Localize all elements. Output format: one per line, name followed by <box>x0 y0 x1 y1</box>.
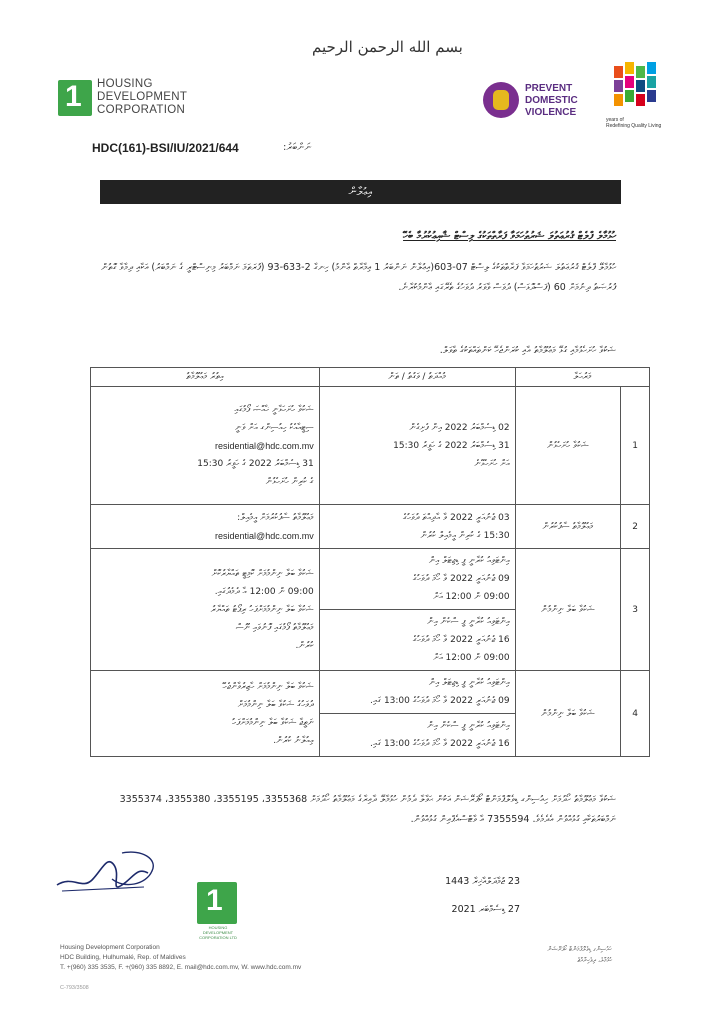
date-line: 02 ޑިސެމްބަރު 2022 އިން ފެށިގެން <box>409 422 510 433</box>
note-line: ޝަކުވާ ބަލާ ނިންމުމަށްފަހު ރިޕޯޓު ތައްޔާރު <box>210 604 314 615</box>
note-line: މަޢުލޫމާތު ފޯމުގައި ފޮނުވައި ނޫސް <box>235 622 314 633</box>
table-header-row <box>91 368 650 387</box>
anniversary-logo-icon <box>612 60 660 116</box>
date-line: އިންޓަވިއު ކުރާނީ ޕީ ސްކެން އިން <box>427 721 510 731</box>
row-note <box>91 387 320 505</box>
hdc-logo-text <box>97 78 187 117</box>
header-note: އިތުރު މަޢުލޫމާތު <box>91 368 320 387</box>
hdc-name-line: CORPORATION <box>97 104 186 116</box>
note-line: ނަތީޖާ ޝަކުވާ ބަލާ ނިންމުމަށްފަހު <box>232 717 314 728</box>
subject-line: ހުޅުމާލެ ފްލެޓް ޤުރުޢަތުލަ ޝަރުޠުހަމަވާ ފަރާތްތަކުގެ ލިސްޓް ޝާއިޢުކުރުމާ ބެހޭ <box>403 230 616 242</box>
note-line: ޝަކުވާ ބަލާ ނިންމުމަށް ކޮމިޓީ ތައްޔާރުކޮށް <box>211 568 314 579</box>
date-line: 15:30 ގެ ކުރިން އީމެއިލް ކުރުން <box>420 530 510 541</box>
hdc-name-line: HOUSING <box>97 78 153 90</box>
row-date-block <box>319 610 515 671</box>
table-intro: ޝަކުވާ ހުށަހެޅުމާއި ގުޅޭ މަޢުލޫމާތު އާއި ކުރަންޖެހޭ ކަންތައްތަކުގެ ތާވަލް. <box>439 345 616 356</box>
row-date-block <box>319 714 515 757</box>
footer-contact: T. +(960) 335 3535, F. +(960) 335 8892, E. mail@hdc.com.mv, W. www.hdc.com.mv <box>60 964 302 971</box>
date-line: 09:00 ން 12:00 އަށް <box>433 592 510 602</box>
date-line: 03 ޖެނުއަރީ 2022 ވާ އާދިއްތަ ދުވަހުގެ <box>402 512 510 523</box>
pdv-line: VIOLENCE <box>525 107 577 118</box>
footer-dhivehi <box>547 944 612 966</box>
closing-paragraph: ޝަކުވާ މަޢުލޫމާތު ހޯދުމަށް ހިއުސިންގ ޑިވެލޮޕްމަންޓް ކޯޕަރޭޝަން އަކުން ޙަވާލާ ދެމުން ހުޅުމާލޭ ދާއިރާގެ މަޢުލޫމާތު ހޯދުމަށް 3355368، 3355195، 3355380، 3355374 ނަމްބަރުތަކާއި ގުޅުއްވުން އެދެމެވެ. 7355594 އާ ވާޓްސްއެޕްއިން ގުޅުއްވުން. <box>119 794 616 825</box>
email-link[interactable]: residential@hdc.com.mv <box>215 440 314 451</box>
pdv-line: DOMESTIC <box>525 95 578 106</box>
gregorian-date: 27 ޑިސެމްބަރ 2021 <box>451 904 520 915</box>
row-note <box>91 671 320 757</box>
date-line: އިންޓަވިއު ކުރާނީ ޕީ ސްކެން އިން <box>427 617 510 627</box>
hijri-date: 23 ޖުމާދަލްއާޚިރާ 1443 <box>445 876 520 887</box>
note-line: ކުރުން. <box>295 640 314 651</box>
banner-title: އިޢުލާން <box>348 185 373 198</box>
note-line: ޝަކުވާ ހުށަހަޅާނީ ޚާއްޞަ ފޯމުގައި <box>234 404 314 415</box>
anniversary-tagline <box>606 117 661 129</box>
table-row <box>91 549 650 610</box>
note-line: 31 ޑިސެމްބަރު 2022 ގެ ހަވީރު 15:30 <box>197 458 314 469</box>
note-line: ގެ ކުރިން ހުށަހެޅުން <box>265 476 314 487</box>
row-stage: މަޢުލޫމާތު ސާފުކުރުން <box>515 505 621 549</box>
date-line: 16 ޖެނުއަރީ 2022 ވާ ހޯމަ ދުވަހުގެ <box>412 635 510 645</box>
table-row <box>91 387 650 505</box>
seal-text <box>192 925 244 940</box>
reference-number: HDC(161)-BSI/IU/2021/644 <box>92 141 239 155</box>
row-stage: ޝަކުވާ ހުށަހެޅުން <box>515 387 621 505</box>
signature-icon <box>52 845 162 903</box>
row-date <box>319 505 515 549</box>
table-row <box>91 505 650 549</box>
date-line: 09 ޖެނުއަރީ 2022 ވާ ހޯމަ ދުވަހުގެ <box>412 574 510 584</box>
row-number: 1 <box>621 387 650 505</box>
row-stage: ޝަކުވާ ބަލާ ނިންމުން <box>515 671 621 757</box>
note-line: ޝަކުވާ ބަލާ ނިންމުމަށް ހާޒިރުވާންޖެހޭ <box>222 681 314 692</box>
row-note <box>91 549 320 671</box>
date-line: 31 ޑިސެމްބަރު 2022 ގެ ހަވީރު 15:30 <box>393 440 510 451</box>
footer-line: ހުޅުމާލެ، ދިވެހިރާއްޖެ <box>577 956 612 964</box>
date-line: އަށް ހުށަހެޅޭނެ <box>474 458 510 469</box>
footer-line: HDC Building, Hulhumalé, Rep. of Maldives <box>60 954 186 961</box>
footer-line: ހައުސިންގ ޑިވެލޮޕްމަންޓް ކޯޕަރޭޝަން <box>547 945 612 953</box>
row-number: 3 <box>621 549 650 671</box>
header-date: މުއްދަތު / ވަގުތު / ތަން <box>319 368 515 387</box>
date-line: 16 ޖެނުއަރީ 2022 ވާ ހޯމަ ދުވަހުގެ 13:00 ގައި. <box>369 739 510 749</box>
tagline-line: years of <box>606 117 624 123</box>
note-line: 09:00 ން 12:00 އާ ދެމެދުގައި. <box>214 586 314 597</box>
tagline-line: Redefining Quality Living <box>606 123 662 129</box>
date-line: އިންޓަވިއު ކުރާނީ ޕީ ޑިޖިޓަލް އިން <box>428 556 510 566</box>
hdc-name-line: DEVELOPMENT <box>97 91 188 103</box>
seal-line: CORPORATION LTD <box>199 935 237 940</box>
reference-label: ނަންބަރު: <box>283 142 312 153</box>
date-line: 09:00 ން 12:00 އަށް <box>433 653 510 663</box>
announcement-banner <box>100 180 621 204</box>
seal-line: HOUSING <box>208 925 228 930</box>
intro-paragraph: ހުޅުމާލޭ ފްލެޓް ޤުރުޢަތުލަ ޝަރުޠުހަމަވާ ފަރާތްތަކުގެ ލިސްޓް 07-603(އިޢުލާން ނަންބަރު 1 ޢިމާރާތް ޢާންމު) ހިނގާ 2-633-93 (ފުރަތަމަ ނަމްބަރު މިނިސްޓްރީ ގެ ނަމްބަރު) އަކާއި ދިމާވާ ގޮތުން ފުރުޞަތު ދިނުމަށް 60 (ފަސްދޮޅަސް) ދުވަސް ވާވަރު ދުވަހުގެ ތެރޭގައި ޢާންމުކުރާނެ. <box>101 262 616 293</box>
note-line: ސިޓީއާއެކު ހިއުސިންގ އަށް ވަނީ <box>234 422 314 433</box>
row-stage: ޝަކުވާ ބަލާ ނިންމުން <box>515 549 621 671</box>
row-note <box>91 505 320 549</box>
schedule-table <box>90 367 650 757</box>
company-seal-icon: 1 <box>197 882 237 924</box>
row-date-block <box>319 549 515 610</box>
prevent-violence-hand-icon <box>483 82 519 118</box>
row-number: 4 <box>621 671 650 757</box>
row-date <box>319 387 515 505</box>
prevent-violence-logo <box>525 83 578 119</box>
note-line: ޢިއުލާނު ކުރުން. <box>273 735 314 746</box>
footer-address <box>60 943 301 973</box>
hdc-logo-icon: 1 <box>58 80 92 116</box>
bismillah: بسم الله الرحمن الرحيم <box>312 38 463 56</box>
email-link[interactable]: residential@hdc.com.mv <box>215 530 314 541</box>
row-date-block <box>319 671 515 714</box>
seal-line: DEVELOPMENT <box>202 930 234 935</box>
header-stage: މަރުޙަލާ <box>515 368 649 387</box>
document-code: C-793/3508 <box>60 985 89 991</box>
note-line: ދުވަހުގެ ޝަކުވާ ބަލާ ނިންމުމަށް <box>237 699 314 710</box>
table-row <box>91 671 650 714</box>
date-line: 09 ޖެނުއަރީ 2022 ވާ ހޯމަ ދުވަހުގެ 13:00 ގައި. <box>369 696 510 706</box>
footer-line: Housing Development Corporation <box>60 944 160 951</box>
row-number: 2 <box>621 505 650 549</box>
pdv-line: PREVENT <box>525 83 573 94</box>
date-line: އިންޓަވިއު ކުރާނީ ޕީ ޑިޖިޓަލް އިން <box>428 678 510 688</box>
note-line: މަޢުލޫމާތު ސާފުކުރުމަށް އީމެއިލް: <box>237 512 314 523</box>
